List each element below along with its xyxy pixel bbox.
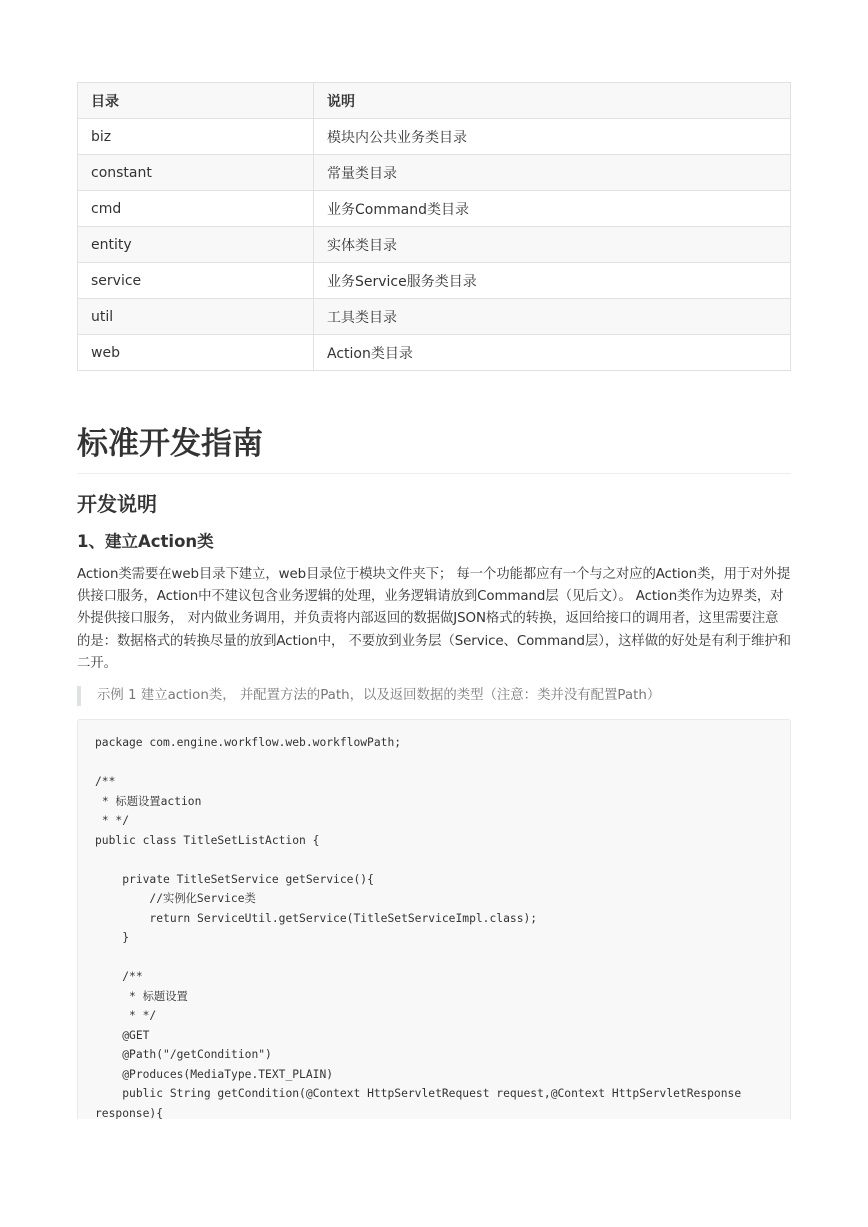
table-cell-directory: entity	[78, 227, 314, 263]
table-row	[78, 119, 791, 155]
directory-table	[77, 82, 791, 371]
table-row	[78, 335, 791, 371]
table-cell-description: 工具类目录	[314, 299, 791, 335]
table-cell-directory: web	[78, 335, 314, 371]
main-heading: 标准开发指南	[77, 423, 791, 474]
table-header-cell: 目录	[78, 83, 314, 119]
table-cell-description: 业务Service服务类目录	[314, 263, 791, 299]
table-cell-directory: util	[78, 299, 314, 335]
table-cell-directory: service	[78, 263, 314, 299]
table-row	[78, 191, 791, 227]
table-cell-directory: cmd	[78, 191, 314, 227]
table-cell-description: 常量类目录	[314, 155, 791, 191]
table-header-cell: 说明	[314, 83, 791, 119]
sub-heading: 开发说明	[77, 492, 157, 516]
table-cell-description: Action类目录	[314, 335, 791, 371]
code-content: package com.engine.workflow.web.workflowPath; /** * 标题设置action * */ public class TitleSetListAction { private TitleSetService getService(){ //实例化Service类 return ServiceUtil.getService(TitleSetServiceImpl.class); } /** * 标题设置 * */ @GET @Path("/getCondition") @Produces(MediaType.TEXT_PLAIN) public String getCondition(@Context HttpServletRequest request,@Context HttpServletResponse response){	[95, 736, 742, 1120]
description-paragraph: Action类需要在web目录下建立，web目录位于模块文件夹下； 每一个功能都应有一个与之对应的Action类，用于对外提供接口服务，Action中不建议包含业务逻辑的处理，业务逻辑请放到Command层（见后文）。 Action类作为边界类，对外提供接口服务， 对内做业务调用，并负责将内部返回的数据做JSON格式的转换，返回给接口的调用者，这里需要注意的是：数据格式的转换尽量的放到Action中， 不要放到业务层（Service、Command层），这样做的好处是有利于维护和二开。	[77, 567, 791, 671]
table-row	[78, 299, 791, 335]
table-cell-directory: biz	[78, 119, 314, 155]
section-heading: 1、建立Action类	[77, 532, 214, 551]
table-row	[78, 263, 791, 299]
table-row	[78, 227, 791, 263]
table-cell-directory: constant	[78, 155, 314, 191]
table-header-row	[78, 83, 791, 119]
table-cell-description: 实体类目录	[314, 227, 791, 263]
document-page	[77, 82, 791, 1119]
table-row	[78, 155, 791, 191]
table-cell-description: 模块内公共业务类目录	[314, 119, 791, 155]
example-note: 示例 1 建立action类， 并配置方法的Path，以及返回数据的类型（注意：类并没有配置Path）	[77, 686, 791, 706]
code-block	[77, 719, 791, 1119]
table-cell-description: 业务Command类目录	[314, 191, 791, 227]
